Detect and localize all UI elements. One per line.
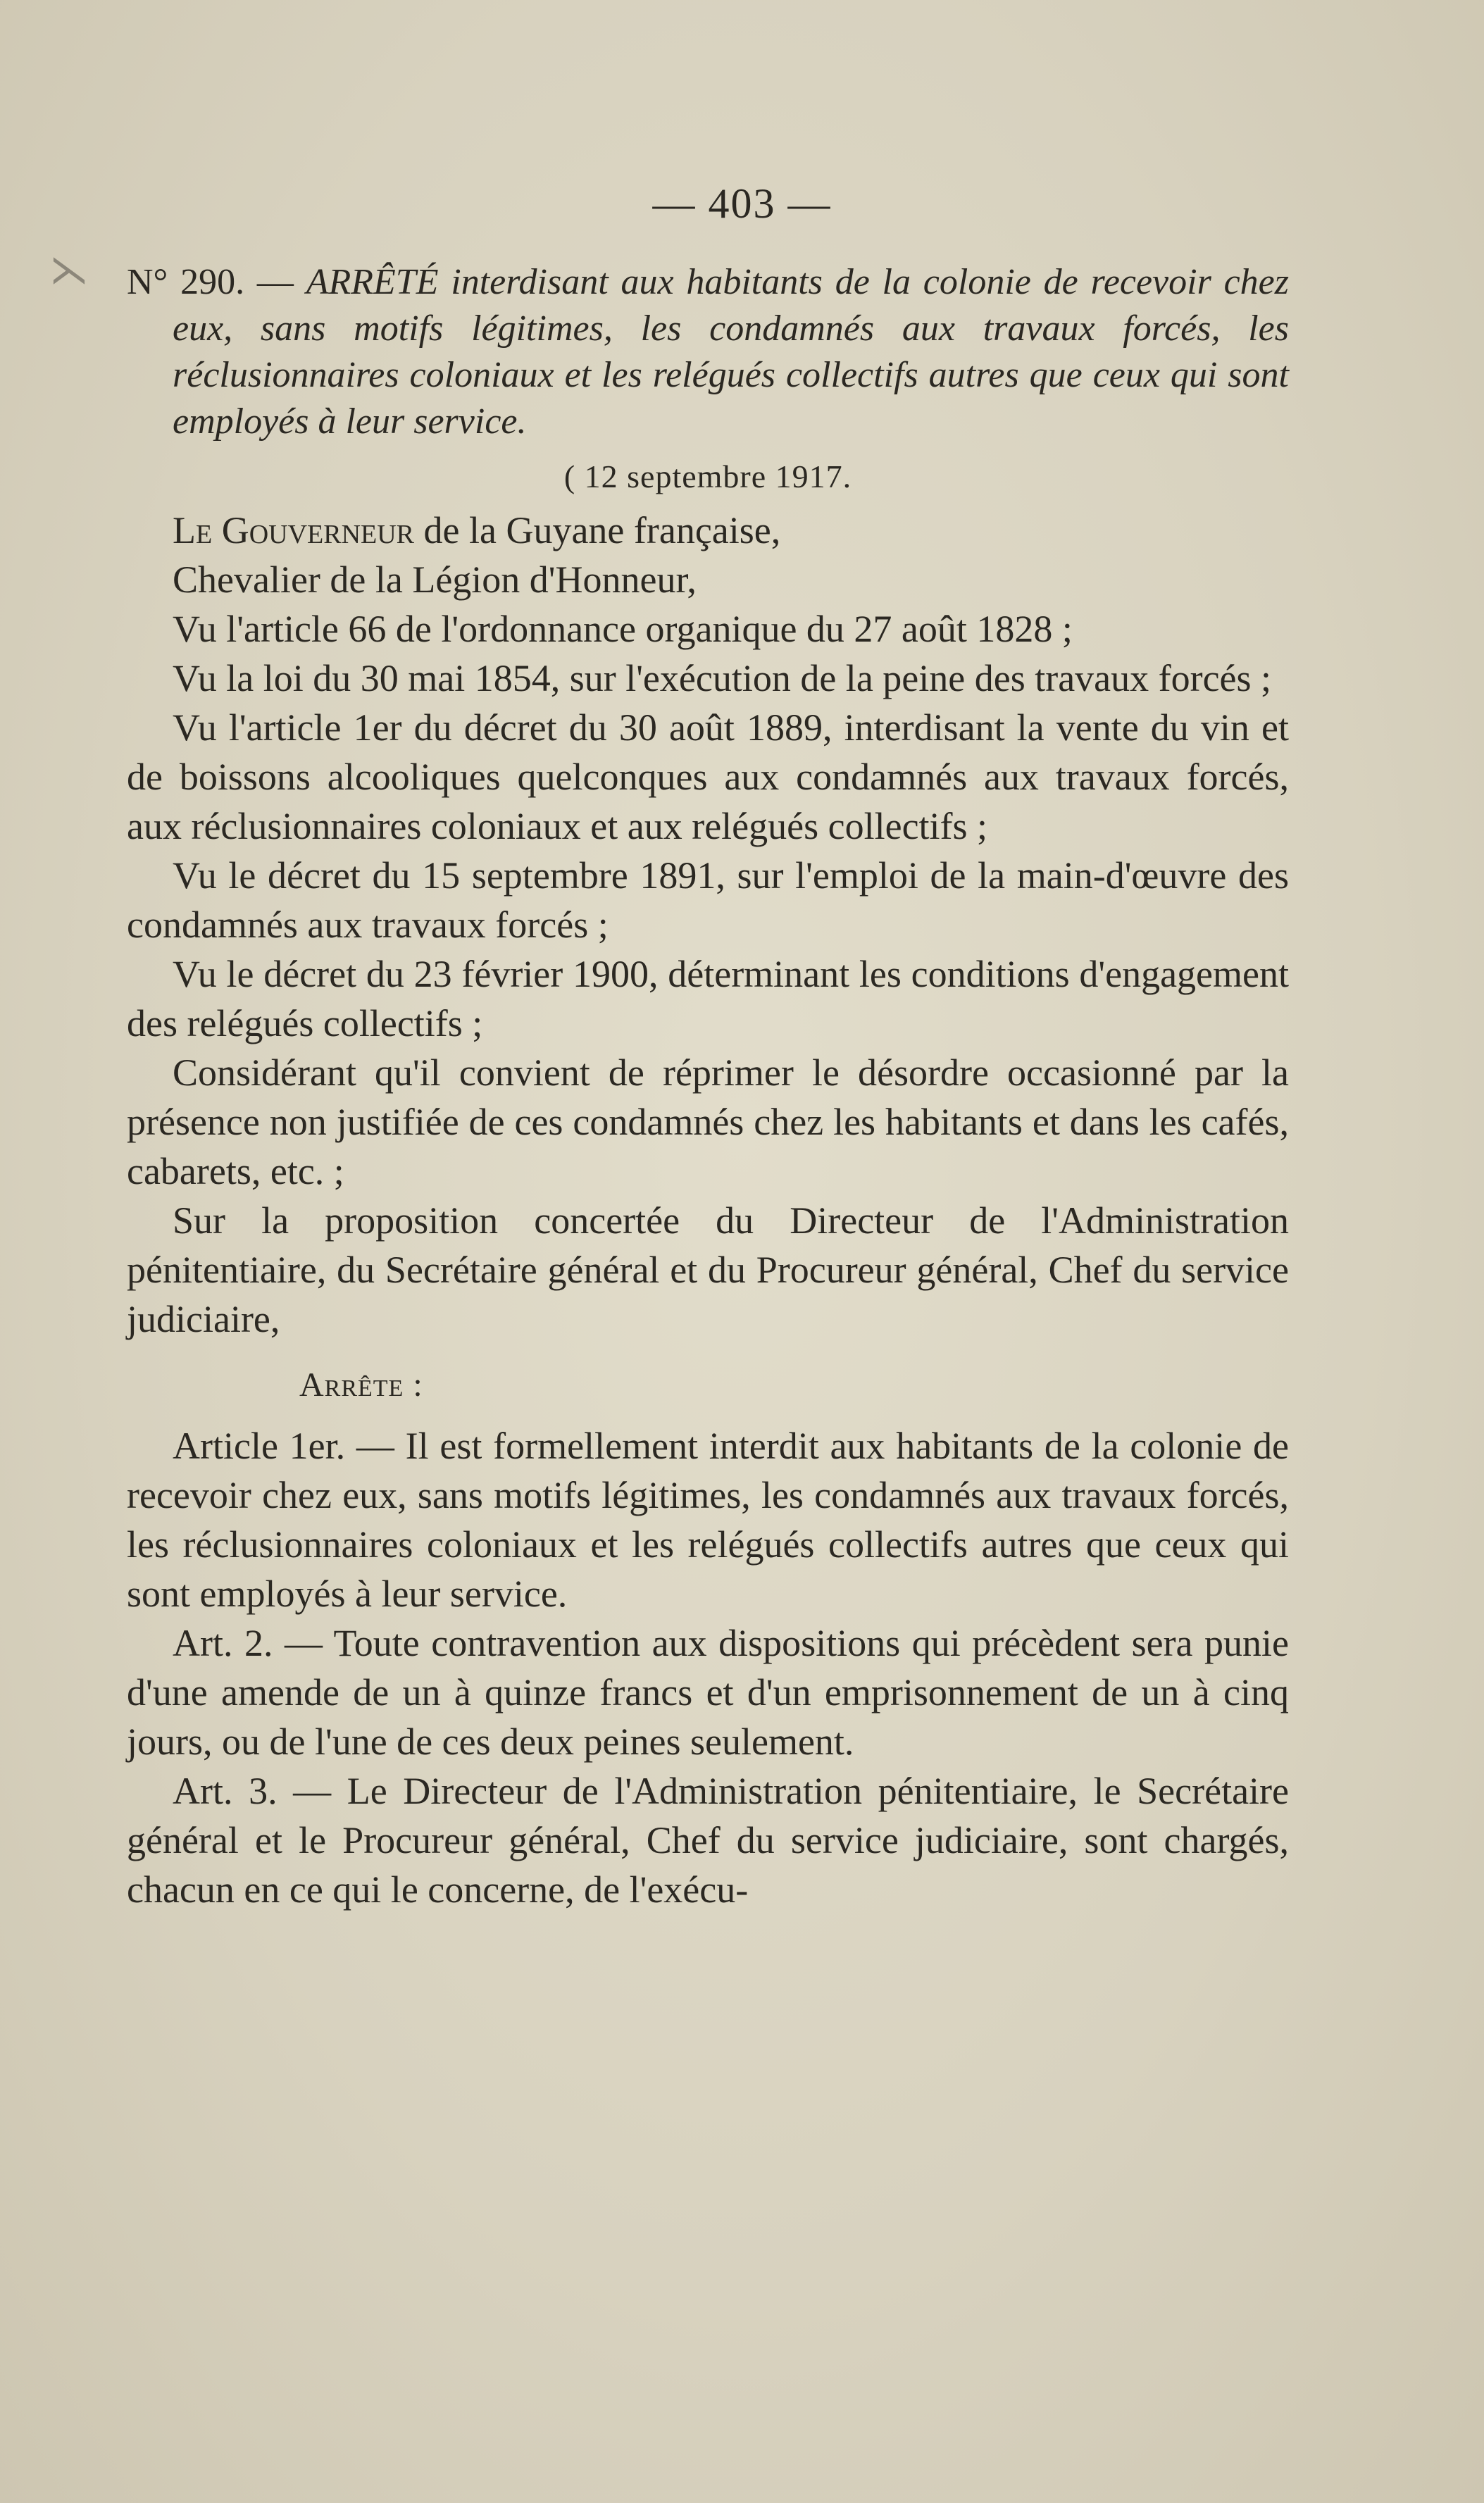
authority-title (173, 506, 1289, 555)
decree-number: N° 290. — (127, 262, 294, 302)
document-body (127, 259, 1289, 1914)
proposal-paragraph: Sur la proposition concertée du Directeur de l'Administration pénitentiaire, du Secrétaire général et du Procureur général, Chef du service judiciaire, (127, 1199, 1289, 1340)
article-paragraph: Article 1er. — Il est formellement interdit aux habitants de la colonie de recevoir chez eux, sans motifs légitimes, les condamnés aux travaux forcés, les réclusionnaires coloniaux et les relégués collectifs autres que ceux qui sont employés à leur service. (127, 1425, 1289, 1615)
visa-paragraph: Vu la loi du 30 mai 1854, sur l'exécution de la peine des travaux forcés ; (173, 657, 1272, 699)
considering-paragraph: Considérant qu'il convient de réprimer le désordre occasionné par la présence non justifiée de ces condamnés chez les habitants et dans les cafés, cabarets, etc. ; (127, 1051, 1289, 1192)
visa-paragraph: Vu le décret du 23 février 1900, déterminant les conditions d'engagement des relégués collectifs ; (127, 953, 1289, 1044)
article-paragraph: Art. 3. — Le Directeur de l'Administration pénitentiaire, le Secrétaire général et le Procureur général, Chef du service judiciaire, sont chargés, chacun en ce qui le concerne, de l'exécu- (127, 1770, 1289, 1911)
visa-paragraph: Vu le décret du 15 septembre 1891, sur l'emploi de la main-d'œuvre des condamnés aux travaux forcés ; (127, 854, 1289, 946)
visa-paragraph: Vu l'article 66 de l'ordonnance organique du 27 août 1828 ; (173, 608, 1073, 650)
article-paragraph: Art. 2. — Toute contravention aux dispositions qui précèdent sera punie d'une amende de un à quinze francs et d'un emprisonnement de un à cinq jours, ou de l'une de ces deux peines seulement. (127, 1622, 1289, 1763)
decree-title: ARRÊTÉ interdisant aux habitants de la colonie de recevoir chez eux, sans motifs légitimes, les condamnés aux travaux forcés, les réclusionnaires coloniaux et les relégués collectifs autres que ceux qui sont employés à leur service. (173, 262, 1290, 442)
issuing-authority (127, 506, 1289, 604)
authority-title-rest: de la Guyane française, (414, 509, 781, 551)
decree-heading (127, 259, 1289, 445)
margin-mark: ⋋ (49, 247, 89, 292)
visa-paragraph: Vu l'article 1er du décret du 30 août 1889, interdisant la vente du vin et de boissons alcooliques quelconques aux condamnés aux travaux forcés, aux réclusionnaires coloniaux et aux relégués collectifs ; (127, 706, 1289, 847)
authority-title-smallcaps: Le Gouverneur (173, 509, 415, 551)
page-number: — 403 — (652, 180, 832, 227)
decree-date: ( 12 septembre 1917. (563, 458, 852, 494)
arrete-label: Arrête : (299, 1366, 423, 1404)
authority-honor: Chevalier de la Légion d'Honneur, (173, 558, 697, 601)
